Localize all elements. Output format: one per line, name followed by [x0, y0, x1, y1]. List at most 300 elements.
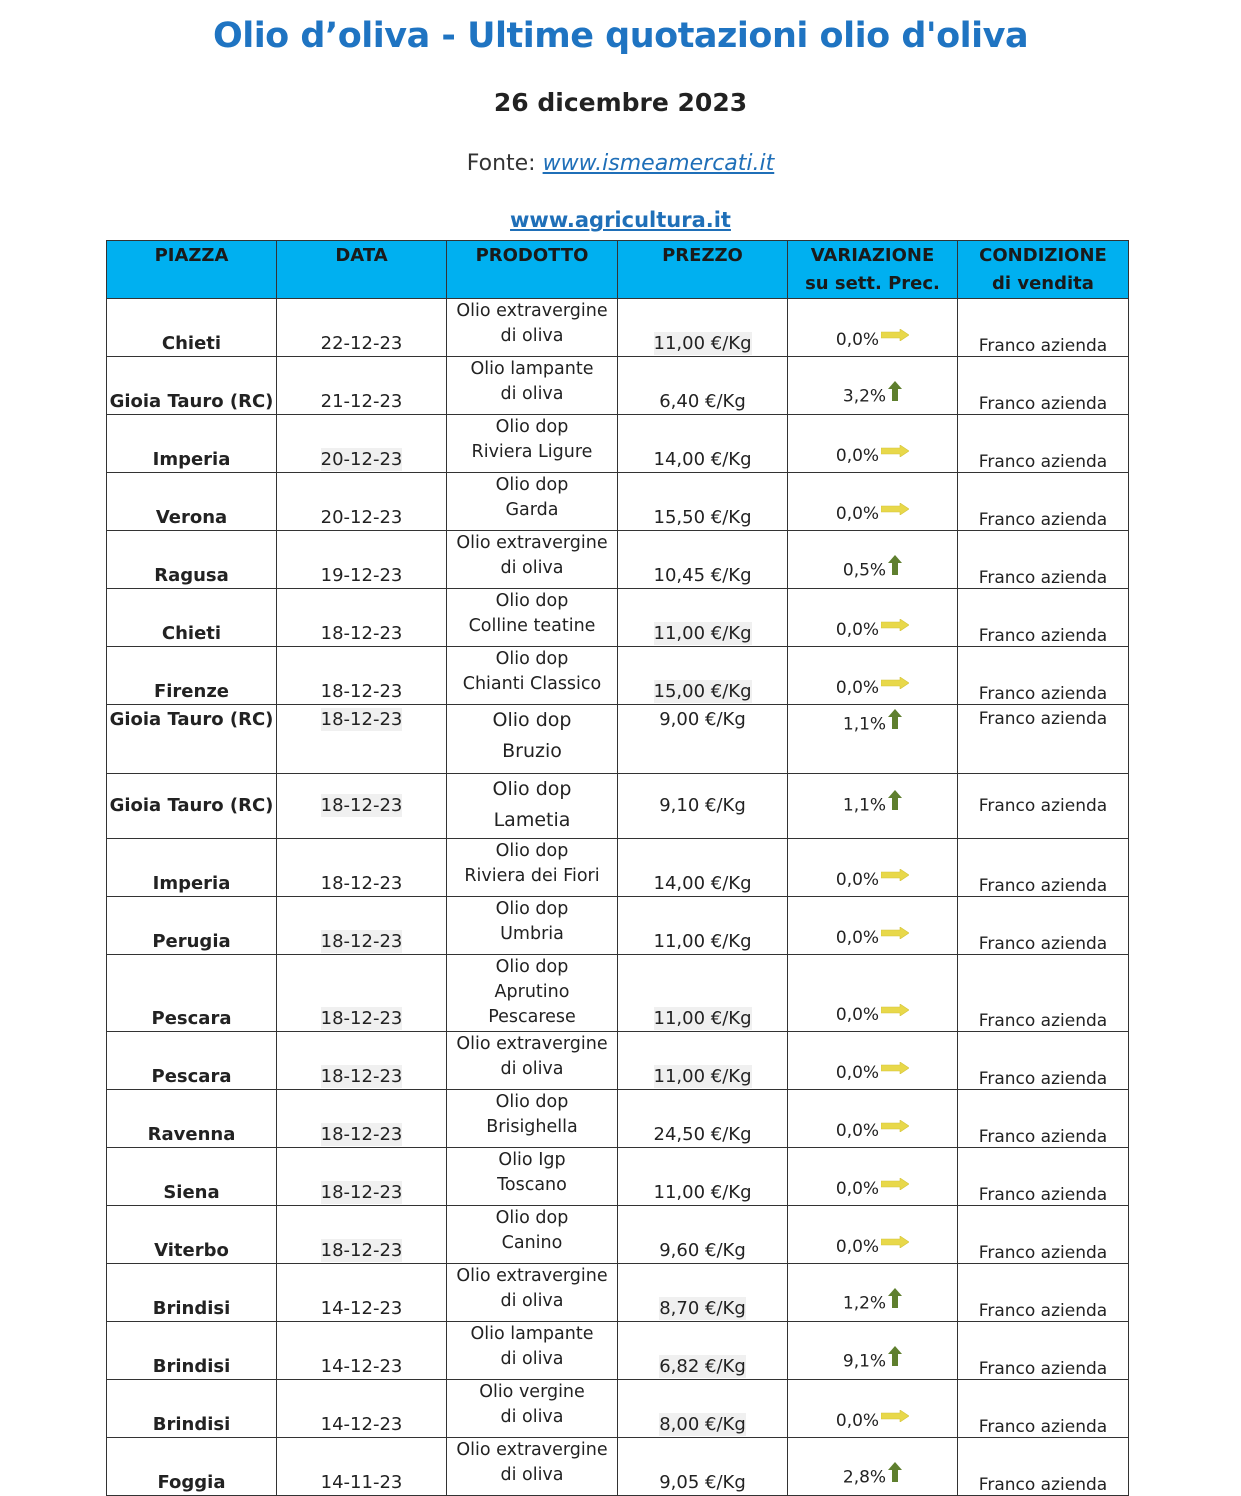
arrow-right-icon — [881, 1175, 909, 1195]
prodotto-line: Olio extravergine — [456, 301, 608, 321]
cell-prezzo-text: 15,50 €/Kg — [653, 507, 752, 528]
cell-data-text: 14-12-23 — [320, 1298, 403, 1319]
cell-data — [277, 705, 447, 774]
cell-variazione-text: 3,2% — [842, 386, 887, 407]
cell-variazione-text: 1,1% — [842, 714, 887, 735]
cell-piazza-text: Gioia Tauro (RC) — [109, 391, 274, 412]
cell-prezzo — [618, 1322, 788, 1380]
cell-prodotto — [447, 1380, 618, 1438]
table-header-row — [107, 241, 1129, 299]
cell-variazione — [788, 1322, 958, 1380]
cell-condizione — [958, 774, 1129, 839]
prodotto-line: Riviera dei Fiori — [464, 866, 600, 886]
prodotto-line: Olio lampante — [470, 1324, 594, 1344]
arrow-up-icon — [888, 555, 902, 580]
arrow-right-icon — [881, 326, 909, 346]
cell-condizione-text: Franco azienda — [978, 796, 1108, 816]
prodotto-line: Bruzio — [502, 740, 562, 762]
arrow-right-icon — [881, 866, 909, 886]
arrow-right-icon — [881, 674, 909, 694]
cell-prezzo — [618, 589, 788, 647]
cell-variazione-text: 0,0% — [835, 678, 880, 698]
cell-condizione — [958, 897, 1129, 955]
cell-prezzo-text: 8,00 €/Kg — [659, 1414, 746, 1435]
cell-piazza — [107, 705, 277, 774]
cell-variazione — [788, 589, 958, 647]
cell-prezzo-text: 14,00 €/Kg — [653, 449, 752, 470]
cell-prezzo — [618, 1264, 788, 1322]
table-row — [107, 1380, 1129, 1438]
page-title: Olio d’oliva - Ultime quotazioni olio d'oliva — [212, 16, 1029, 56]
cell-prezzo-text: 11,00 €/Kg — [653, 1182, 752, 1203]
cell-prodotto — [447, 589, 618, 647]
cell-condizione-text: Franco azienda — [978, 876, 1108, 896]
cell-condizione-text: Franco azienda — [978, 934, 1108, 954]
cell-data-text: 18-12-23 — [320, 1066, 403, 1087]
cell-piazza-text: Firenze — [153, 681, 230, 702]
cell-piazza-text: Siena — [163, 1182, 220, 1203]
cell-data-text: 18-12-23 — [320, 1240, 403, 1261]
column-header — [447, 241, 618, 299]
arrow-right-icon — [881, 616, 909, 636]
cell-prezzo — [618, 1438, 788, 1496]
cell-data — [277, 647, 447, 705]
cell-variazione-text: 0,5% — [842, 560, 887, 581]
cell-variazione-text: 0,0% — [835, 1063, 880, 1083]
prodotto-line: Chianti Classico — [462, 674, 602, 694]
cell-prezzo — [618, 955, 788, 1032]
cell-prodotto — [447, 1206, 618, 1264]
cell-prezzo — [618, 1206, 788, 1264]
cell-piazza — [107, 415, 277, 473]
cell-data-text: 18-12-23 — [320, 794, 403, 816]
cell-condizione-text: Franco azienda — [978, 709, 1108, 729]
cell-prezzo-text: 11,00 €/Kg — [653, 1066, 752, 1087]
cell-data-text: 19-12-23 — [320, 565, 403, 586]
prodotto-line: Brisighella — [486, 1117, 578, 1137]
cell-condizione-text: Franco azienda — [978, 568, 1108, 588]
cell-condizione-text: Franco azienda — [978, 1359, 1108, 1379]
cell-variazione-text: 0,0% — [835, 620, 880, 640]
table-row — [107, 705, 1129, 774]
cell-piazza-text: Pescara — [151, 1066, 232, 1087]
cell-prodotto — [447, 1322, 618, 1380]
cell-piazza-text: Chieti — [161, 623, 222, 644]
table-row — [107, 473, 1129, 531]
cell-piazza — [107, 1148, 277, 1206]
cell-prodotto — [447, 1090, 618, 1148]
cell-prezzo-text: 9,00 €/Kg — [659, 709, 746, 730]
cell-prodotto — [447, 955, 618, 1032]
cell-variazione-text: 0,0% — [835, 1179, 880, 1199]
column-header-label: VARIAZIONE — [810, 245, 935, 266]
cell-data-text: 14-12-23 — [320, 1356, 403, 1377]
cell-piazza — [107, 357, 277, 415]
cell-prezzo-text: 6,40 €/Kg — [659, 391, 746, 412]
cell-variazione — [788, 839, 958, 897]
cell-condizione-text: Franco azienda — [978, 1011, 1108, 1031]
cell-prezzo — [618, 1032, 788, 1090]
table-row — [107, 1264, 1129, 1322]
prodotto-line: Riviera Ligure — [471, 442, 593, 462]
arrow-right-icon — [881, 442, 909, 462]
cell-variazione-text: 2,8% — [842, 1467, 887, 1488]
cell-data-text: 18-12-23 — [320, 709, 403, 730]
cell-prezzo-text: 14,00 €/Kg — [653, 873, 752, 894]
arrow-up-icon — [888, 709, 902, 734]
cell-piazza-text: Gioia Tauro (RC) — [109, 794, 274, 816]
cell-variazione — [788, 1206, 958, 1264]
cell-data-text: 20-12-23 — [320, 449, 403, 470]
cell-prodotto — [447, 1148, 618, 1206]
prodotto-line: Pescarese — [488, 1007, 576, 1027]
column-header-label: DATA — [335, 245, 388, 266]
prodotto-line: Olio extravergine — [456, 1440, 608, 1460]
prodotto-line: Olio vergine — [479, 1382, 585, 1402]
cell-variazione — [788, 1438, 958, 1496]
table-row — [107, 531, 1129, 589]
cell-condizione — [958, 299, 1129, 357]
site-line — [0, 208, 1241, 232]
cell-prezzo — [618, 357, 788, 415]
cell-variazione — [788, 1032, 958, 1090]
table-row — [107, 589, 1129, 647]
cell-data-text: 14-12-23 — [320, 1414, 403, 1435]
cell-variazione-text: 0,0% — [835, 446, 880, 466]
arrow-right-icon — [881, 1233, 909, 1253]
prodotto-line: di oliva — [500, 1291, 564, 1311]
cell-data — [277, 1322, 447, 1380]
cell-piazza-text: Perugia — [152, 931, 231, 952]
cell-variazione-text: 0,0% — [835, 1411, 880, 1431]
cell-prezzo-text: 11,00 €/Kg — [653, 333, 752, 354]
cell-piazza — [107, 1032, 277, 1090]
cell-prezzo — [618, 897, 788, 955]
table-row — [107, 774, 1129, 839]
cell-piazza — [107, 1090, 277, 1148]
column-header — [788, 241, 958, 299]
cell-piazza — [107, 897, 277, 955]
cell-variazione — [788, 473, 958, 531]
cell-piazza-text: Pescara — [151, 1008, 232, 1029]
cell-condizione — [958, 1322, 1129, 1380]
prodotto-line: Olio extravergine — [456, 533, 608, 553]
cell-data — [277, 473, 447, 531]
column-header — [107, 241, 277, 299]
cell-data-text: 20-12-23 — [320, 507, 403, 528]
prodotto-line: Olio dop — [495, 1208, 569, 1228]
cell-variazione-text: 0,0% — [835, 1237, 880, 1257]
cell-prodotto — [447, 705, 618, 774]
prodotto-line: Olio dop — [495, 1092, 569, 1112]
prodotto-line: Olio dop — [495, 899, 569, 919]
cell-variazione-text: 9,1% — [842, 1351, 887, 1372]
cell-prodotto — [447, 897, 618, 955]
cell-data — [277, 1032, 447, 1090]
prodotto-line: di oliva — [500, 558, 564, 578]
prodotto-line: Olio dop — [492, 778, 572, 800]
prodotto-line: di oliva — [500, 1349, 564, 1369]
cell-prezzo-text: 10,45 €/Kg — [653, 565, 752, 586]
cell-piazza — [107, 531, 277, 589]
prodotto-line: di oliva — [500, 384, 564, 404]
cell-data — [277, 1148, 447, 1206]
cell-prodotto — [447, 1032, 618, 1090]
prodotto-line: Olio extravergine — [456, 1266, 608, 1286]
cell-condizione-text: Franco azienda — [978, 452, 1108, 472]
cell-data-text: 21-12-23 — [320, 391, 403, 412]
cell-piazza-text: Ragusa — [154, 565, 229, 586]
cell-condizione — [958, 1206, 1129, 1264]
cell-condizione — [958, 839, 1129, 897]
cell-variazione — [788, 1380, 958, 1438]
arrow-up-icon — [888, 1462, 902, 1487]
cell-variazione — [788, 531, 958, 589]
prodotto-line: di oliva — [500, 1407, 564, 1427]
prodotto-line: Toscano — [497, 1175, 567, 1195]
cell-prezzo-text: 15,00 €/Kg — [653, 681, 752, 702]
table-row — [107, 1148, 1129, 1206]
cell-prodotto — [447, 531, 618, 589]
cell-prezzo — [618, 647, 788, 705]
cell-piazza-text: Ravenna — [147, 1124, 236, 1145]
prodotto-line: Olio dop — [495, 417, 569, 437]
arrow-up-icon — [888, 381, 902, 406]
cell-variazione-text: 0,0% — [835, 870, 880, 890]
cell-prodotto — [447, 357, 618, 415]
arrow-right-icon — [881, 924, 909, 944]
cell-piazza — [107, 774, 277, 839]
cell-data — [277, 1438, 447, 1496]
cell-prezzo-text: 11,00 €/Kg — [653, 1008, 752, 1029]
prodotto-line: Aprutino — [494, 982, 570, 1002]
arrow-up-icon — [888, 1346, 902, 1371]
cell-prezzo — [618, 1148, 788, 1206]
cell-prodotto — [447, 299, 618, 357]
cell-piazza — [107, 473, 277, 531]
cell-condizione-text: Franco azienda — [978, 1475, 1108, 1495]
cell-variazione-text: 0,0% — [835, 504, 880, 524]
cell-condizione — [958, 1090, 1129, 1148]
cell-condizione — [958, 1380, 1129, 1438]
column-header-label: PIAZZA — [154, 245, 229, 266]
cell-prezzo-text: 9,10 €/Kg — [659, 794, 746, 816]
arrow-up-icon — [888, 790, 902, 815]
cell-variazione — [788, 1148, 958, 1206]
prodotto-line: Olio dop — [495, 591, 569, 611]
cell-piazza — [107, 589, 277, 647]
cell-piazza-text: Imperia — [152, 449, 231, 470]
cell-prezzo — [618, 774, 788, 839]
cell-piazza-text: Gioia Tauro (RC) — [109, 709, 274, 730]
cell-prodotto — [447, 774, 618, 839]
cell-condizione — [958, 473, 1129, 531]
column-header-sublabel: su sett. Prec. — [805, 273, 940, 294]
cell-condizione-text: Franco azienda — [978, 1417, 1108, 1437]
cell-condizione-text: Franco azienda — [978, 1127, 1108, 1147]
prodotto-line: Colline teatine — [468, 616, 596, 636]
table-body — [107, 299, 1129, 1496]
table-row — [107, 647, 1129, 705]
prodotto-line: Canino — [501, 1233, 563, 1253]
cell-piazza — [107, 1206, 277, 1264]
cell-data-text: 18-12-23 — [320, 931, 403, 952]
cell-condizione-text: Franco azienda — [978, 336, 1108, 356]
cell-piazza-text: Foggia — [157, 1472, 226, 1493]
column-header-label: PRODOTTO — [475, 245, 589, 266]
table-row — [107, 839, 1129, 897]
cell-prezzo — [618, 1090, 788, 1148]
cell-piazza-text: Chieti — [161, 333, 222, 354]
cell-condizione — [958, 589, 1129, 647]
arrow-right-icon — [881, 1117, 909, 1137]
cell-prodotto — [447, 839, 618, 897]
cell-prezzo-text: 8,70 €/Kg — [659, 1298, 746, 1319]
cell-prezzo — [618, 473, 788, 531]
table-row — [107, 955, 1129, 1032]
prodotto-line: Olio dop — [495, 649, 569, 669]
cell-data — [277, 415, 447, 473]
column-header — [277, 241, 447, 299]
cell-piazza-text: Brindisi — [152, 1414, 231, 1435]
prodotto-line: Olio Igp — [498, 1150, 566, 1170]
arrow-right-icon — [881, 500, 909, 520]
cell-data — [277, 1206, 447, 1264]
cell-prodotto — [447, 1438, 618, 1496]
cell-variazione — [788, 299, 958, 357]
cell-condizione-text: Franco azienda — [978, 626, 1108, 646]
arrow-right-icon — [881, 1059, 909, 1079]
cell-piazza — [107, 1322, 277, 1380]
cell-prezzo — [618, 1380, 788, 1438]
cell-variazione — [788, 705, 958, 774]
prodotto-line: Olio dop — [495, 841, 569, 861]
cell-piazza — [107, 839, 277, 897]
cell-prezzo-text: 9,05 €/Kg — [659, 1472, 746, 1493]
cell-piazza — [107, 1438, 277, 1496]
cell-prezzo-text: 24,50 €/Kg — [653, 1124, 752, 1145]
cell-data — [277, 531, 447, 589]
prodotto-line: Olio extravergine — [456, 1034, 608, 1054]
column-header-label: CONDIZIONE — [979, 245, 1107, 266]
prodotto-line: Olio dop — [492, 709, 572, 731]
cell-condizione — [958, 955, 1129, 1032]
cell-prezzo — [618, 299, 788, 357]
cell-data-text: 18-12-23 — [320, 873, 403, 894]
cell-variazione — [788, 1264, 958, 1322]
cell-data — [277, 774, 447, 839]
cell-variazione — [788, 1090, 958, 1148]
cell-data — [277, 955, 447, 1032]
prodotto-line: di oliva — [500, 1059, 564, 1079]
cell-prezzo-text: 11,00 €/Kg — [653, 623, 752, 644]
cell-prezzo-text: 11,00 €/Kg — [653, 931, 752, 952]
table-row — [107, 357, 1129, 415]
cell-condizione — [958, 357, 1129, 415]
cell-prodotto — [447, 647, 618, 705]
cell-data — [277, 839, 447, 897]
cell-condizione-text: Franco azienda — [978, 1185, 1108, 1205]
cell-condizione-text: Franco azienda — [978, 684, 1108, 704]
cell-data-text: 18-12-23 — [320, 623, 403, 644]
cell-piazza-text: Brindisi — [152, 1356, 231, 1377]
cell-condizione — [958, 705, 1129, 774]
table-row — [107, 897, 1129, 955]
cell-data-text: 18-12-23 — [320, 1008, 403, 1029]
cell-data — [277, 299, 447, 357]
cell-piazza-text: Verona — [155, 507, 228, 528]
cell-data-text: 22-12-23 — [320, 333, 403, 354]
cell-piazza — [107, 1264, 277, 1322]
cell-variazione-text: 0,0% — [835, 928, 880, 948]
column-header-label: PREZZO — [662, 245, 743, 266]
cell-variazione — [788, 357, 958, 415]
prodotto-line: Olio dop — [495, 957, 569, 977]
arrow-right-icon — [881, 1001, 909, 1021]
cell-condizione — [958, 415, 1129, 473]
prodotto-line: Olio dop — [495, 475, 569, 495]
cell-data-text: 18-12-23 — [320, 1182, 403, 1203]
cell-condizione-text: Franco azienda — [978, 394, 1108, 414]
table-row — [107, 415, 1129, 473]
cell-data-text: 14-11-23 — [320, 1472, 403, 1493]
site-link[interactable]: www.agricultura.it — [510, 208, 731, 232]
table-row — [107, 1090, 1129, 1148]
cell-data — [277, 897, 447, 955]
quotes-table — [106, 240, 1129, 1496]
cell-piazza — [107, 1380, 277, 1438]
cell-condizione — [958, 1032, 1129, 1090]
cell-piazza — [107, 647, 277, 705]
cell-piazza-text: Brindisi — [152, 1298, 231, 1319]
cell-variazione — [788, 897, 958, 955]
cell-variazione-text: 1,1% — [842, 795, 887, 815]
cell-condizione-text: Franco azienda — [978, 510, 1108, 530]
source-line — [0, 151, 1241, 176]
report-date: 26 dicembre 2023 — [493, 88, 748, 117]
cell-variazione — [788, 415, 958, 473]
cell-condizione-text: Franco azienda — [978, 1301, 1108, 1321]
cell-data — [277, 357, 447, 415]
cell-data — [277, 1090, 447, 1148]
cell-prezzo-text: 6,82 €/Kg — [659, 1356, 746, 1377]
cell-data — [277, 1264, 447, 1322]
cell-variazione-text: 0,0% — [835, 330, 880, 350]
cell-prezzo-text: 9,60 €/Kg — [659, 1240, 746, 1261]
cell-piazza-text: Viterbo — [154, 1240, 229, 1261]
table-row — [107, 1438, 1129, 1496]
source-link[interactable]: www.ismeamercati.it — [542, 151, 775, 176]
cell-condizione-text: Franco azienda — [978, 1069, 1108, 1089]
table-row — [107, 1322, 1129, 1380]
prodotto-line: Umbria — [500, 924, 564, 944]
cell-prodotto — [447, 1264, 618, 1322]
cell-prodotto — [447, 415, 618, 473]
cell-prodotto — [447, 473, 618, 531]
prodotto-line: Lametia — [493, 809, 571, 831]
prodotto-line: Olio lampante — [470, 359, 594, 379]
cell-piazza — [107, 299, 277, 357]
cell-condizione-text: Franco azienda — [978, 1243, 1108, 1263]
table-row — [107, 1206, 1129, 1264]
cell-piazza-text: Imperia — [152, 873, 231, 894]
cell-condizione — [958, 531, 1129, 589]
cell-prezzo — [618, 415, 788, 473]
table-row — [107, 1032, 1129, 1090]
cell-prezzo — [618, 531, 788, 589]
cell-data-text: 18-12-23 — [320, 1124, 403, 1145]
cell-variazione — [788, 647, 958, 705]
